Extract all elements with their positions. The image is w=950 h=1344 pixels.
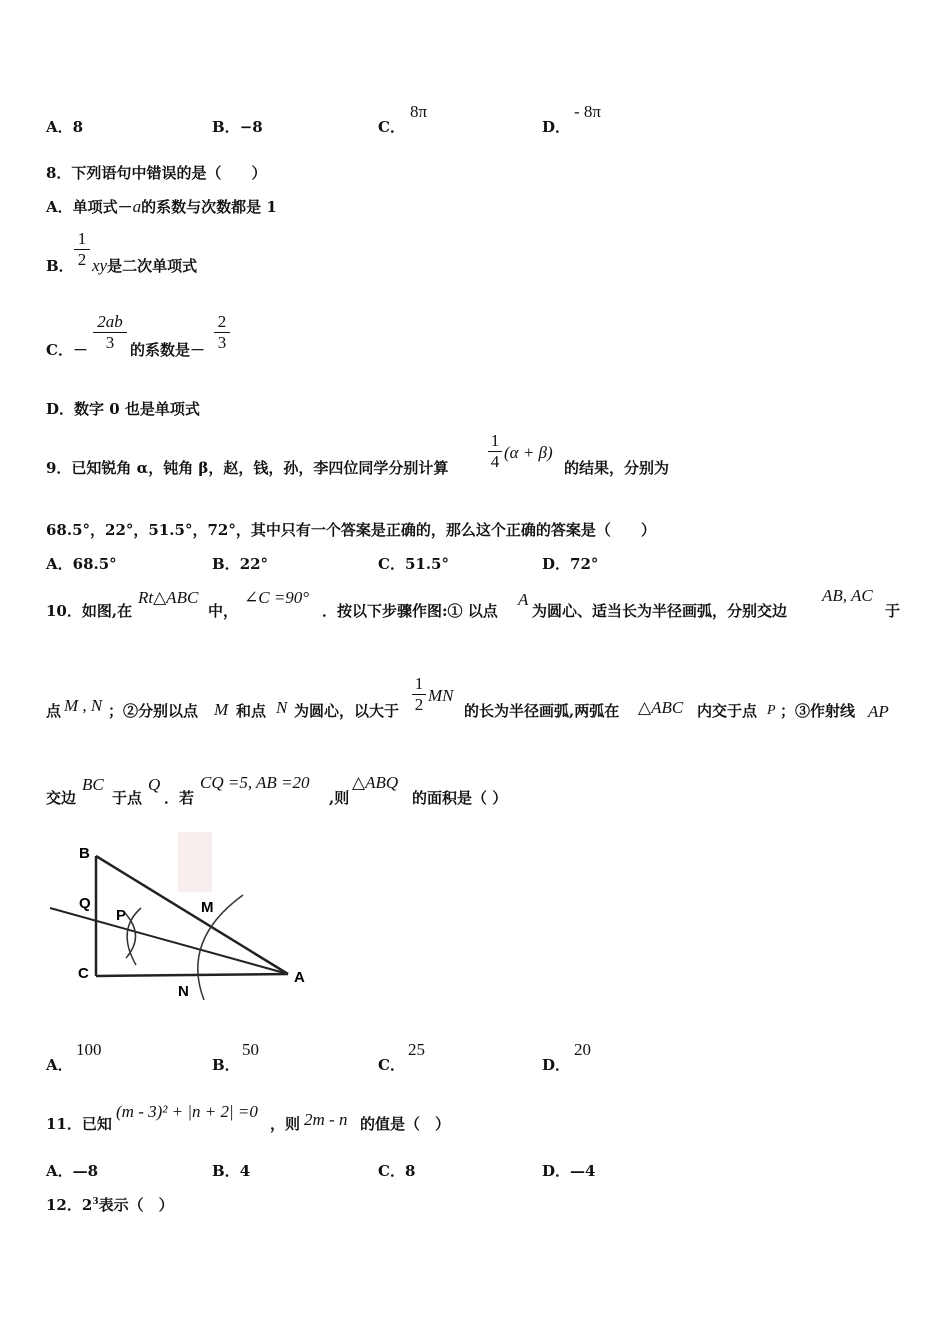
q10-option-c: C． bbox=[378, 1056, 405, 1074]
q10-option-d-value: 20 bbox=[574, 1040, 591, 1059]
math-var: a bbox=[132, 197, 142, 216]
option-label: A．单项式－ bbox=[46, 198, 133, 216]
q7-option-c-value: 8π bbox=[410, 102, 428, 121]
scan-mark bbox=[178, 832, 212, 892]
figure-label-n: N bbox=[178, 983, 189, 1000]
q10-line2-c: 和点 bbox=[236, 702, 267, 720]
option-label: D． bbox=[542, 555, 571, 573]
option-value: 72° bbox=[570, 555, 599, 573]
q8-option-b-label: B． bbox=[46, 257, 74, 275]
q12-exponent: 3 bbox=[92, 1197, 99, 1207]
q10-option-a: A． bbox=[46, 1056, 73, 1074]
q9-stem-pre: 9．已知锐角 α，钝角 β，赵，钱，孙，李四位同学分别计算 bbox=[46, 459, 449, 477]
q10-option-d: D． bbox=[542, 1056, 571, 1074]
q11-option-d bbox=[542, 1160, 595, 1181]
fraction-numerator: 1 bbox=[414, 674, 424, 693]
q10-option-a-value: 100 bbox=[76, 1040, 102, 1059]
q10-line3-c: ．若 bbox=[164, 789, 195, 807]
option-label: D． bbox=[542, 1162, 571, 1180]
q12-base: 12．2 bbox=[46, 1196, 93, 1214]
q10-line2-g: ；③作射线 bbox=[780, 702, 856, 720]
q10-line3-e: 的面积是（ ） bbox=[412, 789, 508, 807]
q11-expression: (m - 3)² + |n + 2| =0 bbox=[116, 1102, 258, 1121]
q11-expression-2: 2m - n bbox=[304, 1110, 348, 1129]
fraction-numerator: 1 bbox=[77, 229, 87, 248]
fraction-denominator: 2 bbox=[74, 249, 90, 270]
option-label: C． bbox=[378, 555, 405, 573]
option-label: A． bbox=[46, 1162, 73, 1180]
q9-option-c bbox=[378, 553, 449, 574]
option-text: 是二次单项式 bbox=[107, 257, 198, 275]
q8-option-c-mid: 的系数是－ bbox=[130, 341, 206, 359]
q10-line1-e: 于 bbox=[885, 602, 901, 620]
q10-m: M bbox=[214, 700, 229, 719]
q8-option-b-text bbox=[92, 255, 197, 276]
q7-option-d-value: - 8π bbox=[574, 102, 601, 121]
q10-ab-ac: AB, AC bbox=[822, 586, 873, 605]
option-label: B． bbox=[212, 1162, 240, 1180]
q10-line1-c: ．按以下步骤作图:① 以点 bbox=[322, 602, 498, 620]
option-value: —8 bbox=[72, 1162, 99, 1180]
segment-ca bbox=[96, 974, 288, 976]
q7-option-c bbox=[378, 116, 405, 137]
q10-option-b-value: 50 bbox=[242, 1040, 259, 1059]
q8-option-d: D．数字 0 也是单项式 bbox=[46, 400, 200, 418]
q11-option-c bbox=[378, 1160, 415, 1181]
q8-option-c-label: C．－ bbox=[46, 341, 88, 359]
q7-option-a bbox=[46, 116, 83, 137]
q9-option-a bbox=[46, 553, 117, 574]
q11-option-a bbox=[46, 1160, 98, 1181]
q10-point-a: A bbox=[518, 590, 529, 609]
fraction-denominator: 3 bbox=[93, 332, 127, 353]
q12-stem bbox=[46, 1194, 174, 1215]
q10-option-c-value: 25 bbox=[408, 1040, 425, 1059]
q10-bc: BC bbox=[82, 775, 104, 794]
q12-text: 表示（ ） bbox=[98, 1196, 174, 1214]
q10-line2-d: 为圆心，以大于 bbox=[294, 702, 400, 720]
option-value: 4 bbox=[239, 1162, 251, 1180]
math-var: xy bbox=[92, 256, 108, 275]
q9-stem-post: 的结果，分别为 bbox=[564, 459, 670, 477]
figure-label-q: Q bbox=[79, 895, 91, 912]
q11-pre: 11．已知 bbox=[46, 1115, 112, 1133]
q10-triangle-figure bbox=[46, 830, 316, 1010]
fraction-denominator: 4 bbox=[488, 451, 502, 472]
q10-n: N bbox=[276, 698, 288, 717]
figure-label-c: C bbox=[78, 965, 89, 982]
q10-mn: M , N bbox=[64, 696, 103, 715]
fraction-denominator: 2 bbox=[412, 694, 426, 715]
q10-line3-a: 交边 bbox=[46, 789, 77, 807]
q10-line1-b: 中， bbox=[208, 602, 239, 620]
option-text: 的系数与次数都是 1 bbox=[141, 198, 277, 216]
q10-rt-triangle: Rt△ABC bbox=[138, 588, 199, 607]
q10-line2-e: 的长为半径画弧,两弧在 bbox=[464, 702, 620, 720]
option-label: A． bbox=[46, 555, 73, 573]
q8-c-fraction bbox=[93, 312, 127, 353]
fraction-denominator: 3 bbox=[214, 332, 230, 353]
q9-expression: (α + β) bbox=[504, 443, 553, 462]
option-label: C． bbox=[378, 118, 405, 136]
q8-b-fraction bbox=[74, 229, 90, 270]
option-label: C． bbox=[378, 1162, 405, 1180]
option-label: B． bbox=[212, 118, 240, 136]
q9-option-d bbox=[542, 553, 598, 574]
q10-line1-d: 为圆心、适当长为半径画弧，分别交边 bbox=[532, 602, 788, 620]
q10-line3-b: 于点 bbox=[112, 789, 143, 807]
option-value: 68.5° bbox=[72, 555, 117, 573]
q8-option-a bbox=[46, 196, 277, 217]
q10-triangle-abq: △ABQ bbox=[352, 773, 399, 792]
q10-line2-b: ；②分别以点 bbox=[108, 702, 199, 720]
q10-triangle-abc: △ABC bbox=[638, 698, 684, 717]
option-value: −8 bbox=[239, 118, 263, 136]
option-label: B． bbox=[212, 555, 240, 573]
q10-line3-d: ,则 bbox=[329, 789, 350, 807]
q8-c-fraction-2 bbox=[214, 312, 230, 353]
q7-option-b bbox=[212, 116, 263, 137]
figure-label-a: A bbox=[294, 969, 305, 986]
q10-q: Q bbox=[148, 775, 161, 794]
q9-option-b bbox=[212, 553, 268, 574]
q9-line2: 68.5°，22°，51.5°，72°，其中只有一个答案是正确的，那么这个正确的答案是（ ） bbox=[46, 521, 656, 539]
q10-option-b: B． bbox=[212, 1056, 240, 1074]
q10-line2-f: 内交于点 bbox=[697, 702, 758, 720]
option-value: 8 bbox=[72, 118, 84, 136]
q10-line1-a: 10．如图,在 bbox=[46, 602, 133, 620]
option-value: 8 bbox=[404, 1162, 416, 1180]
option-label: D． bbox=[542, 118, 571, 136]
q10-mn-segment: MN bbox=[428, 686, 454, 705]
q10-half-fraction bbox=[412, 674, 426, 715]
q7-option-d bbox=[542, 116, 570, 137]
fraction-numerator: 1 bbox=[490, 431, 500, 450]
q8-stem: 8．下列语句中错误的是（ ） bbox=[46, 164, 267, 182]
option-value: 22° bbox=[239, 555, 269, 573]
option-value: —4 bbox=[570, 1162, 596, 1180]
arc-p-1 bbox=[127, 908, 141, 965]
q11-option-b bbox=[212, 1160, 250, 1181]
option-value: 51.5° bbox=[404, 555, 449, 573]
figure-label-m: M bbox=[201, 899, 214, 916]
q9-fraction bbox=[488, 431, 502, 472]
fraction-numerator: 2ab bbox=[97, 312, 123, 331]
q10-condition: CQ =5, AB =20 bbox=[200, 773, 310, 792]
q10-ap: AP bbox=[868, 702, 889, 721]
q10-p: P bbox=[767, 703, 776, 718]
q10-angle: ∠C =90° bbox=[244, 588, 310, 607]
q11-mid: ，则 bbox=[270, 1115, 301, 1133]
figure-label-p: P bbox=[116, 907, 127, 924]
fraction-numerator: 2 bbox=[217, 312, 227, 331]
option-label: A． bbox=[46, 118, 73, 136]
figure-label-b: B bbox=[79, 845, 90, 862]
q11-post: 的值是（ ） bbox=[360, 1115, 451, 1133]
q10-line2-a: 点 bbox=[46, 702, 62, 720]
